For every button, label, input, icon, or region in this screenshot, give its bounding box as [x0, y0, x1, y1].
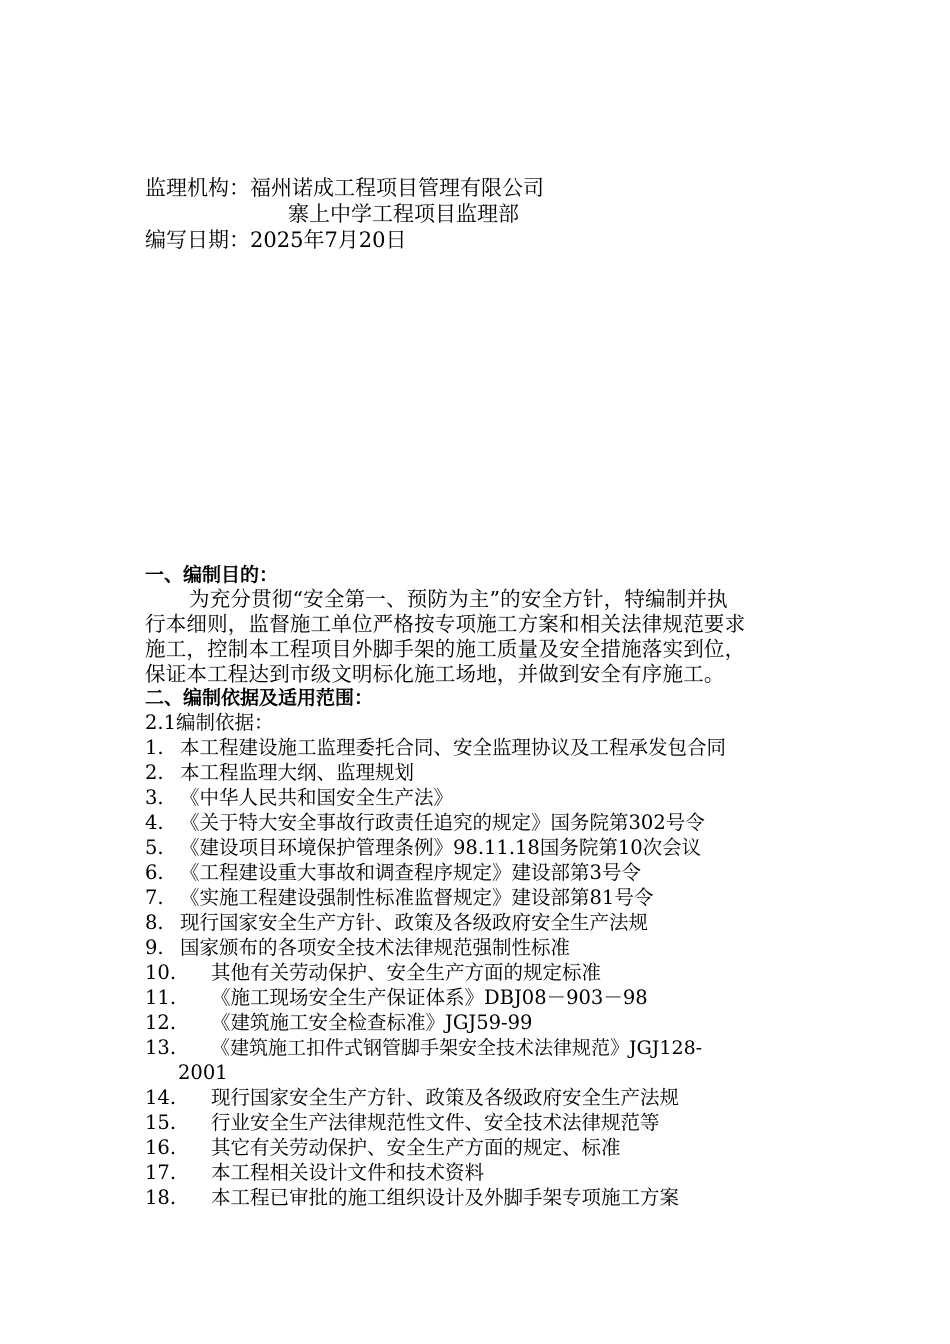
list-text: 本工程建设施工监理委托合同、安全监理协议及工程承发包合同 [180, 736, 727, 759]
list-item [145, 985, 648, 1010]
list-item [145, 735, 726, 760]
list-text: 《施工现场安全生产保证体系》DBJ08－903－98 [211, 986, 648, 1009]
paragraph-line: 为充分贯彻“安全第一、预防为主”的安全方针，特编制并执 [189, 587, 728, 611]
list-item [145, 1185, 679, 1210]
list-number: 15. [145, 1111, 177, 1134]
list-number: 3. [145, 786, 164, 809]
list-number: 14. [145, 1086, 177, 1109]
list-text: 其他有关劳动保护、安全生产方面的规定标准 [211, 961, 602, 984]
list-number: 1. [145, 736, 164, 759]
list-number: 11. [145, 986, 177, 1009]
supervision-dept: 寨上中学工程项目监理部 [288, 202, 519, 226]
list-text: 《实施工程建设强制性标准监督规定》建设部第81号令 [180, 886, 654, 909]
list-item [145, 935, 570, 960]
list-number: 7. [145, 886, 164, 909]
list-item [145, 810, 705, 835]
list-item [145, 835, 701, 860]
list-text: 《建筑施工安全检查标准》JGJ59-99 [211, 1011, 533, 1034]
list-number: 18. [145, 1186, 177, 1209]
list-number: 17. [145, 1161, 177, 1184]
list-text: 现行国家安全生产方针、政策及各级政府安全生产法规 [211, 1086, 680, 1109]
subsection-heading: 2.1编制依据： [145, 711, 274, 734]
list-item [145, 910, 648, 935]
paragraph-line: 行本细则，监督施工单位严格按专项施工方案和相关法律规范要求 [145, 612, 746, 636]
list-number: 4. [145, 811, 164, 834]
list-item [145, 1135, 621, 1160]
list-number: 9. [145, 936, 164, 959]
list-number: 6. [145, 861, 164, 884]
list-number: 10. [145, 961, 177, 984]
list-number: 12. [145, 1011, 177, 1034]
compile-date: 编写日期：2025年7月20日 [145, 228, 407, 252]
paragraph-line: 施工，控制本工程项目外脚手架的施工质量及安全措施落实到位， [145, 637, 746, 661]
list-text: 国家颁布的各项安全技术法律规范强制性标准 [180, 936, 571, 959]
list-item [145, 1010, 532, 1035]
list-text: 《中华人民共和国安全生产法》 [180, 786, 454, 809]
list-text: 其它有关劳动保护、安全生产方面的规定、标准 [211, 1136, 621, 1159]
list-text: 本工程已审批的施工组织设计及外脚手架专项施工方案 [211, 1186, 680, 1209]
list-text: 现行国家安全生产方针、政策及各级政府安全生产法规 [180, 911, 649, 934]
list-item [145, 960, 601, 985]
list-item [145, 1085, 679, 1110]
list-item-continuation: 2001 [178, 1061, 228, 1084]
list-text: 《建筑施工扣件式钢管脚手架安全技术法律规范》JGJ128- [211, 1037, 703, 1059]
list-text: 行业安全生产法律规范性文件、安全技术法律规范等 [211, 1111, 660, 1134]
list-item [145, 785, 453, 810]
list-text: 《工程建设重大事故和调查程序规定》建设部第3号令 [180, 861, 641, 884]
supervision-org: 监理机构：福州诺成工程项目管理有限公司 [145, 176, 544, 200]
list-text: 《建设项目环境保护管理条例》98.11.18国务院第10次会议 [180, 836, 702, 859]
list-number: 2. [145, 761, 164, 784]
list-item [145, 1110, 660, 1135]
list-item [145, 760, 414, 785]
list-number: 16. [145, 1136, 177, 1159]
list-number: 8. [145, 911, 164, 934]
list-text: 本工程相关设计文件和技术资料 [211, 1161, 485, 1184]
list-item [145, 1035, 702, 1061]
list-number: 5. [145, 836, 164, 859]
list-item [145, 860, 641, 885]
list-number: 13. [145, 1036, 177, 1059]
list-text: 本工程监理大纲、监理规划 [180, 761, 415, 784]
paragraph-line: 保证本工程达到市级文明标化施工场地，并做到安全有序施工。 [145, 662, 725, 686]
list-text: 《关于特大安全事故行政责任追究的规定》国务院第302号令 [180, 811, 705, 834]
section-heading: 二、编制依据及适用范围： [145, 687, 374, 709]
list-item [145, 1160, 484, 1185]
list-item [145, 885, 653, 910]
section-heading: 一、编制目的： [145, 564, 279, 586]
